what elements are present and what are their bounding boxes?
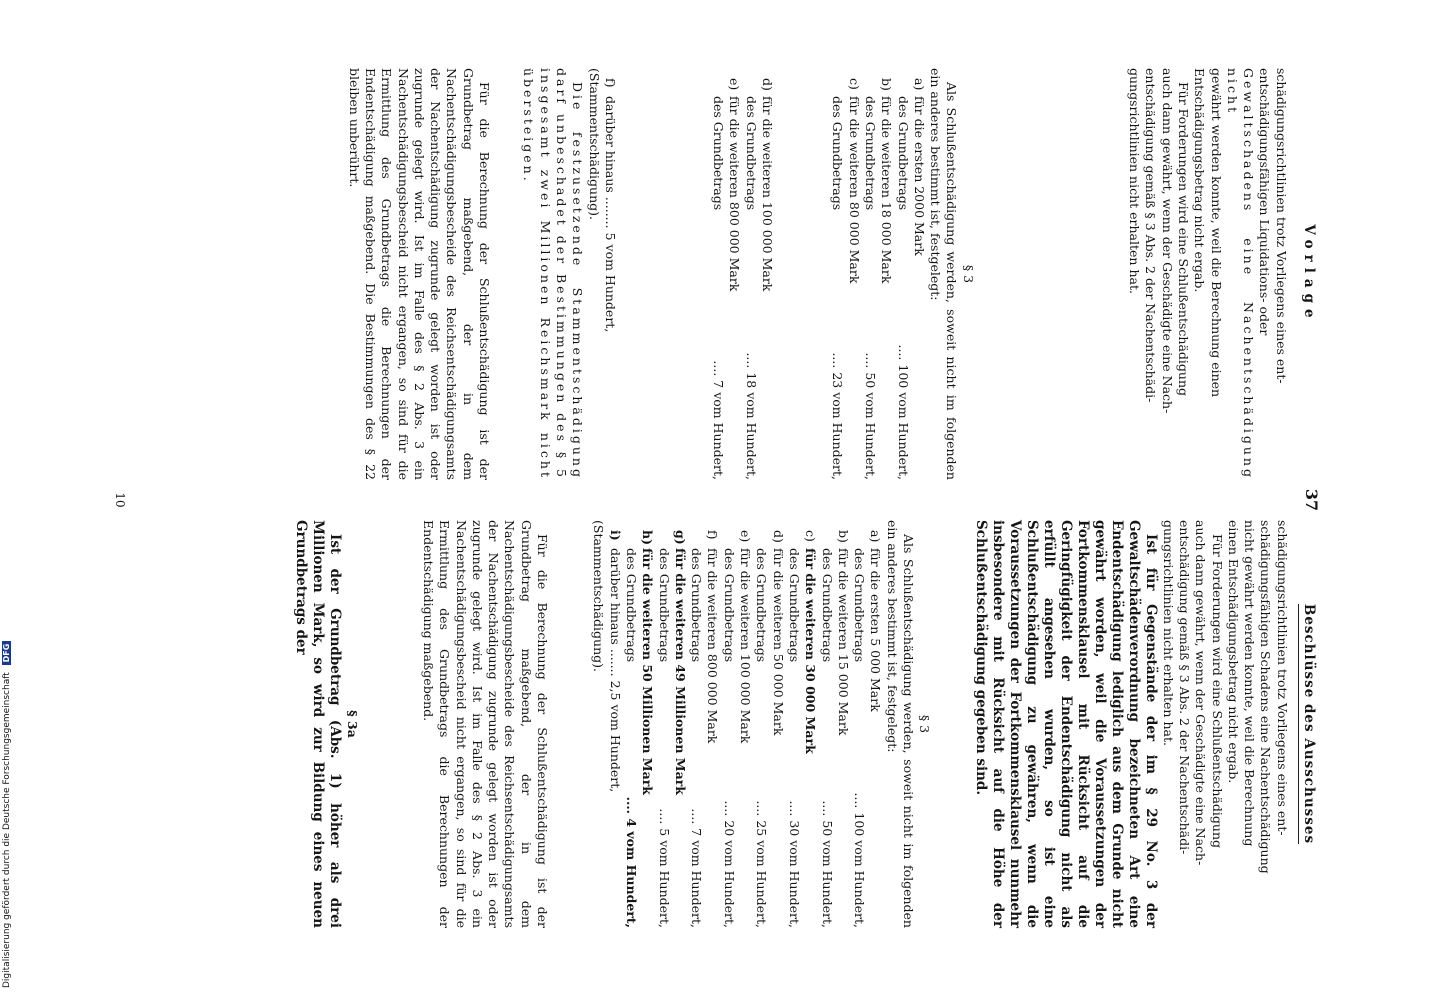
item-text: für die weiteren 18 000 Mark xyxy=(879,96,895,284)
right-section-3-heading: § 3 xyxy=(917,714,933,734)
item-rate: .... 7 vom Hundert, xyxy=(711,360,727,480)
left-rate-list xyxy=(585,68,927,480)
left-cap-paragraph: Die festzusetzende Stammentschädigung darf unbeschadet der Bestimmungen des § 5 insgesamt zwei Millionen Reichsmark nicht übersteigen. xyxy=(521,68,586,480)
item-text: für die weiteren 100 000 Mark xyxy=(738,548,754,744)
item-rate: .... 30 vom Hundert, xyxy=(786,800,802,928)
list-item xyxy=(845,68,861,480)
item-label: b) xyxy=(879,78,895,91)
text-line: Gewaltschadens eine Nachentschädigung nicht xyxy=(1224,68,1257,480)
item-label: c) xyxy=(803,530,819,542)
list-item xyxy=(737,520,753,928)
item-rate: .... 23 vom Hundert, xyxy=(830,352,846,480)
list-item-detail xyxy=(818,520,834,928)
list-item-detail xyxy=(894,68,910,480)
item-basis: des Grundbetrags xyxy=(862,96,878,211)
right-final-paragraph: Für die Berechnung der Schlußentschädigung ist der Grundbetrag maßgebend, der in dem Nachentschädigungsbescheide des Reichsentschädigungsamts der Nachentschädigung zugrunde gelegt worden ist oder zugrunde gelegt wird. Ist im Falle des § 2 Abs. 3 ein Nachentschädigungsbescheid nicht ergangen, so sind für die Ermittlung des Grundbetrags die Berechnungen der Endentschädigung maßgebend. xyxy=(421,520,551,928)
item-text: für die weiteren 80 000 Mark xyxy=(846,96,862,284)
item-text: für die ersten 5 000 Mark xyxy=(868,548,884,712)
item-basis: des Grundbetrags xyxy=(895,96,911,211)
list-item-detail xyxy=(829,68,845,480)
list-item xyxy=(911,68,927,480)
text-line: nicht gewährt werden konnte, weil die Berechnung xyxy=(1242,520,1258,847)
text-line: auch dann gewährt, wenn der Geschädigte eine Nach- xyxy=(1193,520,1209,866)
left-column-vorlage xyxy=(345,68,1317,480)
right-forderungen-paragraph xyxy=(1159,520,1224,928)
item-rate: .... 4 vom Hundert, xyxy=(623,796,639,928)
item-basis: des Grundbetrags xyxy=(721,548,737,663)
item-rate: .... 18 vom Hundert, xyxy=(743,352,759,480)
rotated-print-sheet xyxy=(113,8,1321,992)
text-line: einen Entschädigungsbetrag nicht ergab. xyxy=(1225,520,1241,784)
digitization-credit xyxy=(2,641,12,988)
right-rate-list xyxy=(590,520,883,928)
right-bold-amendment: Ist für Gegenstände der im § 29 No. 3 der Gewaltschädenverordnung bezeichneten Art eine Endentschädigung lediglich aus dem Grunde nicht gewährt worden, weil die Voraussetzungen der Fortkommensklausel mit Rücksicht auf die Geringfügigkeit der Endentschädigung nicht als erfüllt angesehen wurden, so ist eine Schlußentschädigung zu gewähren, wenn die Voraussetzungen der Fortkommensklausel nunmehr insbesondere mit Rücksicht auf die Höhe der Schlußentschädigung gegeben sind. xyxy=(973,520,1160,928)
right-intro-paragraph xyxy=(1225,520,1290,928)
item-label: d) xyxy=(770,530,786,543)
item-basis: des Grundbetrags xyxy=(852,548,868,663)
list-item-detail xyxy=(688,520,704,928)
list-item-detail xyxy=(710,68,726,480)
left-column-header: Vorlage xyxy=(1301,224,1317,324)
item-label: a) xyxy=(868,530,884,543)
item-basis: des Grundbetrags xyxy=(754,548,770,663)
item-label: f) xyxy=(602,78,618,88)
item-text: für die weiteren 49 Millionen Mark xyxy=(672,548,688,795)
left-forderungen-paragraph xyxy=(1126,68,1191,480)
right-column-header: Beschlüsse des Ausschusses xyxy=(1298,604,1317,844)
item-text: darüber hinaus ....... 2,5 vom Hundert, xyxy=(607,548,623,793)
list-item xyxy=(672,520,688,928)
list-item-detail xyxy=(851,520,867,928)
item-basis: des Grundbetrags xyxy=(830,96,846,211)
item-rate: .... 25 vom Hundert, xyxy=(754,800,770,928)
list-item xyxy=(769,520,785,928)
item-basis: des Grundbetrags xyxy=(689,548,705,663)
item-label: h) xyxy=(640,530,656,546)
list-item xyxy=(759,68,775,480)
left-section-3-intro: Als Schlußentschädigung werden, soweit nicht im folgenden ein anderes bestimmt ist, festgelegt: xyxy=(928,68,960,480)
item-text: für die weiteren 50 Millionen Mark xyxy=(640,548,656,795)
list-item-detail xyxy=(655,520,671,928)
item-rate: .... 20 vom Hundert, xyxy=(721,800,737,928)
item-label: b) xyxy=(835,530,851,543)
text-line: schädigungsrichtlinien trotz Vorliegens eines ent- xyxy=(1273,68,1289,384)
item-text: für die weiteren 15 000 Mark xyxy=(835,548,851,736)
text-line: entschädigung gemäß § 3 Abs. 2 der Nachentschädi- xyxy=(1176,520,1192,855)
item-text: für die ersten 2000 Mark xyxy=(911,96,927,256)
list-item xyxy=(602,68,618,480)
item-text: für die weiteren 30 000 Mark xyxy=(803,548,819,754)
list-item-detail xyxy=(862,68,878,480)
item-basis: des Grundbetrags xyxy=(819,548,835,663)
item-label: e) xyxy=(727,78,743,91)
item-basis: des Grundbetrags xyxy=(743,96,759,211)
list-item-detail: (Stammentschädigung). xyxy=(586,68,602,220)
item-label: c) xyxy=(846,78,862,90)
text-line: Für Forderungen wird eine Schlußentschädigung xyxy=(1175,82,1191,397)
text-line: entschädigung gemäß § 3 Abs. 2 der Nachentschädi- xyxy=(1143,68,1159,403)
list-item xyxy=(726,68,742,480)
list-item-detail: (Stammentschädigung). xyxy=(591,520,607,672)
item-text: für die weiteren 50 000 Mark xyxy=(770,548,786,736)
item-rate: .... 100 vom Hundert, xyxy=(895,344,911,480)
list-item-detail xyxy=(753,520,769,928)
text-line: auch dann gewährt, wenn der Geschädigte eine Nach- xyxy=(1159,68,1175,414)
text-line: schädigungsrichtlinien trotz Vorliegens eines ent- xyxy=(1274,520,1290,836)
item-label: f) xyxy=(705,530,721,540)
left-section-3-heading: § 3 xyxy=(960,264,976,284)
text-line: entschädigungsfähigen Liquidations- oder xyxy=(1257,68,1273,336)
item-basis: des Grundbetrags xyxy=(786,548,802,663)
list-item xyxy=(606,520,622,928)
right-column-beschluesse xyxy=(292,520,1317,928)
item-text: darüber hinaus ........ 5 vom Hundert, xyxy=(602,96,618,333)
list-item xyxy=(878,68,894,480)
list-item xyxy=(639,520,655,928)
item-label: i) xyxy=(607,530,623,541)
list-item-detail xyxy=(786,520,802,928)
dfg-logo: DFG xyxy=(2,641,11,666)
text-line: Für Forderungen wird eine Schlußentschädigung xyxy=(1209,534,1225,849)
right-section-3a-heading: § 3a xyxy=(344,710,360,738)
page-number-bottom: 10 xyxy=(113,492,127,508)
list-item xyxy=(704,520,720,928)
right-section-3a-paragraph: Ist der Grundbetrag (Abs. 1) höher als drei Millionen Mark, so wird zur Bildung eines neuen Grundbetrags der xyxy=(293,520,344,928)
text-line: gungsrichtlinien nicht erhalten hat. xyxy=(1160,520,1176,746)
text-line: Entschädigungsbetrag nicht ergab. xyxy=(1192,68,1208,293)
item-rate: .... 100 vom Hundert, xyxy=(852,792,868,928)
right-section-3-intro: Als Schlußentschädigung werden, soweit nicht im folgenden ein anderes bestimmt ist, festgelegt: xyxy=(884,520,917,928)
list-item xyxy=(802,520,818,928)
list-item xyxy=(835,520,851,928)
item-rate: .... 5 vom Hundert, xyxy=(656,808,672,928)
list-item-detail xyxy=(720,520,736,928)
item-text: für die weiteren 800 000 Mark xyxy=(727,96,743,292)
text-line: schädigungsfähigen Schadens eine Nachentschädigung xyxy=(1258,520,1274,874)
text-line: gungsrichtlinien nicht erhalten hat. xyxy=(1127,68,1143,294)
item-text: für die weiteren 100 000 Mark xyxy=(760,96,776,292)
item-text: für die weiteren 800 000 Mark xyxy=(705,548,721,744)
left-intro-paragraph xyxy=(1191,68,1289,480)
item-label: a) xyxy=(911,78,927,91)
item-label: g) xyxy=(672,530,688,545)
item-rate: .... 50 vom Hundert, xyxy=(819,800,835,928)
list-item-detail xyxy=(742,68,758,480)
left-final-paragraph: Für die Berechnung der Schlußentschädigung ist der Grundbetrag maßgebend, der in dem Nachentschädigungsbescheide des Reichsentschädigungsamts der Nachentschädigung zugrunde gelegt worden ist oder zugrunde gelegt wird. Ist im Falle des § 2 Abs. 3 ein Nachentschädigungsbescheid nicht ergangen, so sind für die Ermittlung des Grundbetrags die Berechnungen der Endentschädigung maßgebend. Die Bestimmungen des § 22 bleiben unberührt. xyxy=(346,68,493,480)
page-number-top: 37 xyxy=(1302,488,1321,512)
item-basis: des Grundbetrags xyxy=(656,548,672,663)
item-basis: des Grundbetrags xyxy=(711,96,727,211)
item-rate: .... 7 vom Hundert, xyxy=(689,808,705,928)
text-line: gewährt werden konnte, weil die Berechnung einen xyxy=(1208,68,1224,398)
list-item-detail xyxy=(623,520,639,928)
credit-text: Digitalisierung gefördert durch die Deutsche Forschungsgemeinschaft xyxy=(2,672,12,988)
item-label: e) xyxy=(738,530,754,543)
item-rate: .... 50 vom Hundert, xyxy=(862,352,878,480)
list-item xyxy=(867,520,883,928)
item-basis: des Grundbetrags xyxy=(623,548,639,663)
item-label: d) xyxy=(760,78,776,91)
